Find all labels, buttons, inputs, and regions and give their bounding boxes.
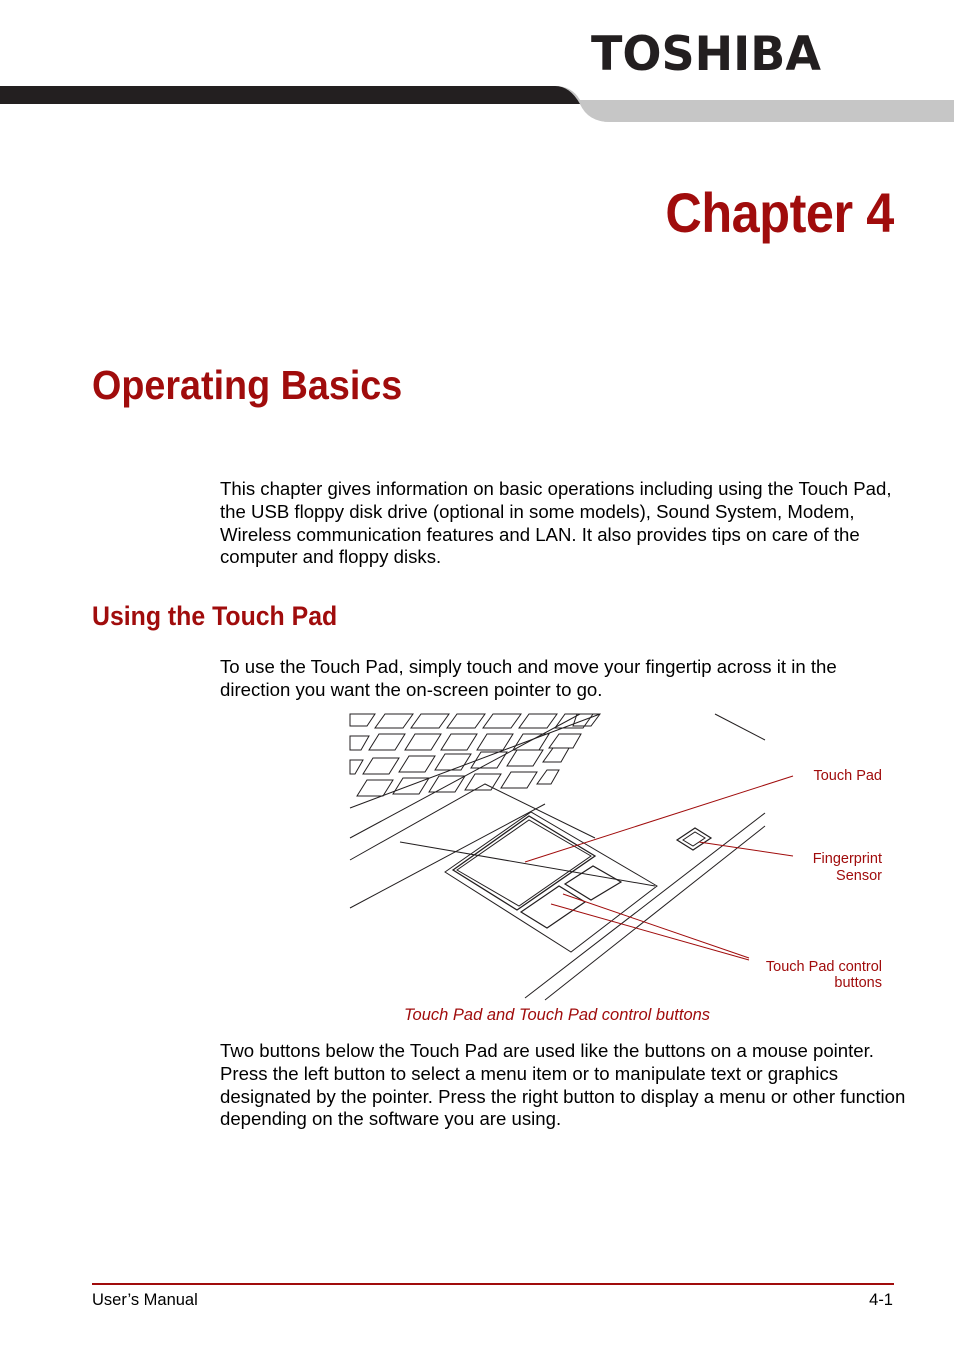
figure-caption	[220, 1006, 894, 1025]
callout-fingerprint-line2: Sensor	[836, 868, 882, 884]
subsection-title: Using the Touch Pad	[92, 601, 338, 631]
footer-manual-label: User’s Manual	[92, 1291, 198, 1309]
buttons-paragraph: Two buttons below the Touch Pad are used like the buttons on a mouse pointer. Press the left button to select a menu item or to manipulate text or graphics designated by the pointer. Press the right button to display a menu or other function depending on the software you are using.	[220, 1040, 906, 1130]
callout-buttons-line2: buttons	[834, 975, 882, 991]
figure-caption-text: Touch Pad and Touch Pad control buttons	[403, 1006, 711, 1024]
callout-buttons-line1: Touch Pad control	[765, 959, 882, 975]
section-title: Operating Basics	[92, 362, 403, 408]
callout-fingerprint-line1: Fingerprint	[812, 851, 882, 867]
touchpad-illustration	[345, 708, 890, 1006]
callout-touch-pad: Touch Pad	[813, 768, 882, 784]
header-bar	[0, 84, 954, 126]
keyboard-keys	[350, 714, 600, 796]
svg-text:TOSHIBA: TOSHIBA	[591, 28, 822, 76]
touchpad-paragraph: To use the Touch Pad, simply touch and move your fingertip across it in the direction you want the on-screen pointer to go.	[220, 656, 837, 700]
footer-rule	[92, 1283, 894, 1285]
footer-page-number: 4-1	[869, 1291, 893, 1309]
intro-paragraph: This chapter gives information on basic operations including using the Touch Pad, the USB floppy disk drive (optional in some models), Sound System, Modem, Wireless communication features and LAN. It also provides tips on care of the computer and floppy disks.	[220, 478, 892, 568]
toshiba-logo	[590, 28, 822, 76]
chapter-title: Chapter 4	[665, 181, 894, 244]
